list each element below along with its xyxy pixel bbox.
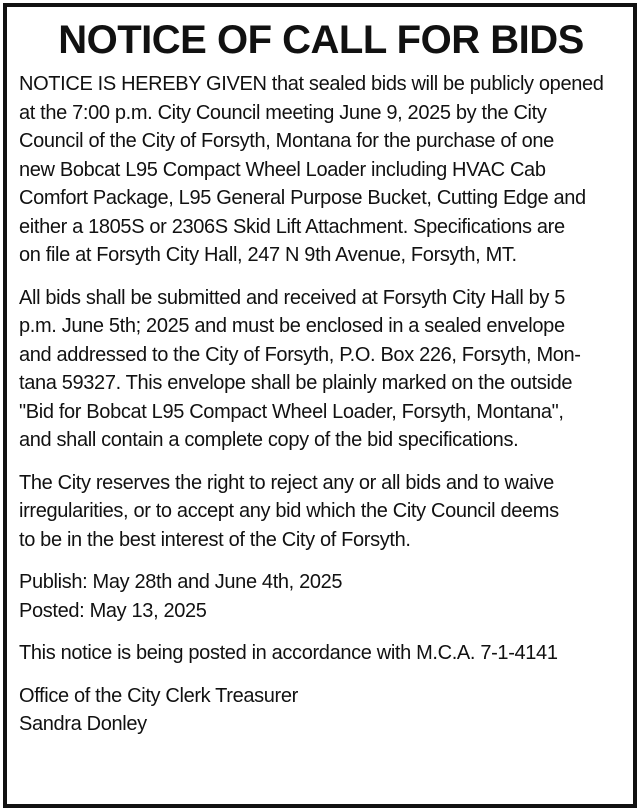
text-line: on file at Forsyth City Hall, 247 N 9th Avenue, Forsyth, MT.: [19, 244, 517, 266]
text-line: NOTICE IS HEREBY GIVEN that sealed bids will be publicly opened: [19, 73, 604, 95]
text-line: p.m. June 5th; 2025 and must be enclosed in a sealed envelope: [19, 315, 565, 337]
text-line: new Bobcat L95 Compact Wheel Loader including HVAC Cab: [19, 158, 546, 181]
publication-dates: [19, 568, 623, 625]
text-line: and addressed to the City of Forsyth, P.O. Box 226, Forsyth, Mon-: [19, 343, 581, 366]
paragraph-bid-opening: [19, 70, 623, 270]
signatory-name: Sandra Donley: [19, 713, 147, 735]
text-line: either a 1805S or 2306S Skid Lift Attachment. Specifications are: [19, 215, 565, 238]
text-line: and shall contain a complete copy of the bid specifications.: [19, 429, 519, 451]
paragraph-submission: [19, 284, 623, 455]
posted-date: Posted: May 13, 2025: [19, 599, 207, 622]
text-line: to be in the best interest of the City of Forsyth.: [19, 528, 411, 551]
paragraph-reservation: [19, 469, 623, 555]
text-line: All bids shall be submitted and received at Forsyth City Hall by 5: [19, 286, 566, 309]
publish-dates: Publish: May 28th and June 4th, 2025: [19, 571, 343, 593]
compliance-text: This notice is being posted in accordance with M.C.A. 7-1-4141: [19, 642, 558, 664]
text-line: Comfort Package, L95 General Purpose Bucket, Cutting Edge and: [19, 187, 586, 209]
text-line: "Bid for Bobcat L95 Compact Wheel Loader, Forsyth, Montana",: [19, 400, 564, 423]
office-name: Office of the City Clerk Treasurer: [19, 684, 298, 707]
compliance-statement: [19, 639, 623, 668]
notice-title: NOTICE OF CALL FOR BIDS: [58, 18, 584, 62]
text-line: The City reserves the right to reject any or all bids and to waive: [19, 471, 554, 494]
text-line: irregularities, or to accept any bid which the City Council deems: [19, 500, 559, 522]
text-line: at the 7:00 p.m. City Council meeting June 9, 2025 by the City: [19, 101, 547, 124]
notice-box: [3, 3, 637, 808]
text-line: tana 59327. This envelope shall be plainly marked on the outside: [19, 372, 573, 394]
text-line: Council of the City of Forsyth, Montana for the purchase of one: [19, 130, 554, 152]
signature-block: [19, 682, 623, 739]
